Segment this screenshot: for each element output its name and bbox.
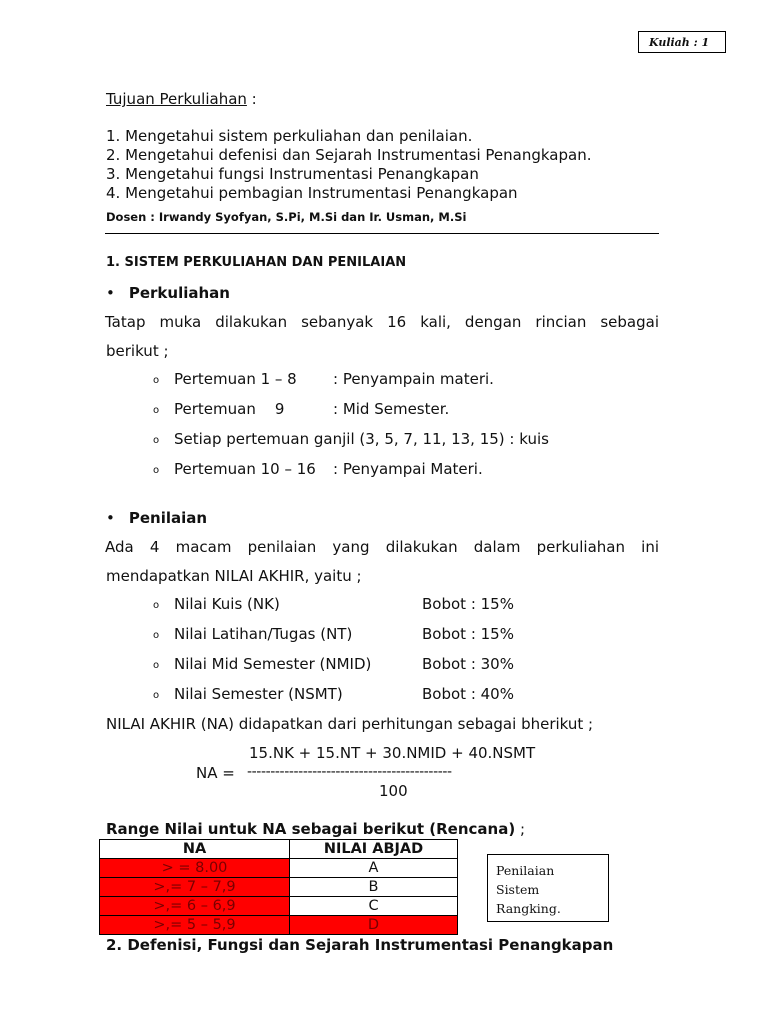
penilaian-paragraph-line2: mendapatkan NILAI AKHIR, yaitu ; <box>106 567 362 585</box>
meeting-item-left: Pertemuan 10 – 16 <box>174 460 316 478</box>
tujuan-colon: : <box>246 90 257 108</box>
table-row <box>100 859 458 878</box>
objective-item: 3. Mengetahui fungsi Instrumentasi Penangkapan <box>106 165 479 183</box>
ranking-note-box: Penilaian Sistem Rangking. <box>487 854 609 922</box>
section2-heading: 2. Defenisi, Fungsi dan Sejarah Instrumentasi Penangkapan <box>106 936 614 954</box>
grade-item-left: Nilai Latihan/Tugas (NT) <box>174 625 353 643</box>
objective-item: 1. Mengetahui sistem perkuliahan dan penilaian. <box>106 127 473 145</box>
penilaian-heading <box>106 509 207 527</box>
grade-item-right: Bobot : 30% <box>422 655 514 673</box>
na-description: NILAI AKHIR (NA) didapatkan dari perhitungan sebagai bherikut ; <box>106 715 594 733</box>
meeting-item-right: : Mid Semester. <box>333 400 450 418</box>
tujuan-heading <box>106 90 257 108</box>
circle-bullet-icon: o <box>153 405 160 416</box>
table-row <box>100 897 458 916</box>
formula-lhs: NA = <box>196 764 235 782</box>
table-cell: D <box>290 916 458 935</box>
circle-bullet-icon: o <box>153 660 160 671</box>
table-cell: C <box>290 897 458 916</box>
grade-item-right: Bobot : 15% <box>422 595 514 613</box>
circle-bullet-icon: o <box>153 435 160 446</box>
grade-item-left: Nilai Mid Semester (NMID) <box>174 655 372 673</box>
perkuliahan-title: Perkuliahan <box>128 284 230 302</box>
circle-bullet-icon: o <box>153 465 160 476</box>
range-heading <box>106 820 525 838</box>
range-table <box>99 839 458 935</box>
table-cell: >,= 6 – 6,9 <box>100 897 290 916</box>
grade-item-right: Bobot : 15% <box>422 625 514 643</box>
penilaian-paragraph-line1: Ada 4 macam penilaian yang dilakukan dalam perkuliahan ini <box>105 538 659 556</box>
column-header: NA <box>100 840 290 859</box>
table-row <box>100 916 458 935</box>
perkuliahan-paragraph-line2: berikut ; <box>106 342 169 360</box>
divider <box>105 233 659 234</box>
range-heading-tail: ; <box>515 820 526 838</box>
table-cell: > = 8.00 <box>100 859 290 878</box>
circle-bullet-icon: o <box>153 375 160 386</box>
grade-item-left: Nilai Kuis (NK) <box>174 595 280 613</box>
table-row <box>100 878 458 897</box>
tujuan-title: Tujuan Perkuliahan <box>106 90 247 108</box>
circle-bullet-icon: o <box>153 690 160 701</box>
grade-item-right: Bobot : 40% <box>422 685 514 703</box>
table-cell: >,= 5 – 5,9 <box>100 916 290 935</box>
meeting-item-left: Pertemuan 1 – 8 <box>174 370 297 388</box>
lecture-number-box: Kuliah : 1 <box>638 31 726 53</box>
objective-item: 4. Mengetahui pembagian Instrumentasi Penangkapan <box>106 184 518 202</box>
circle-bullet-icon: o <box>153 630 160 641</box>
section1-heading: 1. SISTEM PERKULIAHAN DAN PENILAIAN <box>106 255 407 270</box>
perkuliahan-paragraph-line1: Tatap muka dilakukan sebanyak 16 kali, dengan rincian sebagai <box>105 313 659 331</box>
meeting-item-left: Setiap pertemuan ganjil (3, 5, 7, 11, 13, 15) : kuis <box>174 430 549 448</box>
lecturer-line: Dosen : Irwandy Syofyan, S.Pi, M.Si dan Ir. Usman, M.Si <box>106 210 467 224</box>
meeting-item-right: : Penyampain materi. <box>333 370 494 388</box>
table-cell: B <box>290 878 458 897</box>
bullet: • <box>106 509 115 527</box>
formula-denominator: 100 <box>379 782 408 800</box>
penilaian-title: Penilaian <box>128 509 208 527</box>
bullet: • <box>106 284 115 302</box>
meeting-item-left: Pertemuan 9 <box>174 400 285 418</box>
formula-fraction-line: -------------------------------------------- <box>247 764 452 780</box>
table-header-row <box>100 840 458 859</box>
objective-item: 2. Mengetahui defenisi dan Sejarah Instrumentasi Penangkapan. <box>106 146 592 164</box>
table-cell: A <box>290 859 458 878</box>
table-cell: >,= 7 – 7,9 <box>100 878 290 897</box>
perkuliahan-heading <box>106 284 230 302</box>
range-heading-title: Range Nilai untuk NA sebagai berikut (Rencana) <box>106 820 516 838</box>
circle-bullet-icon: o <box>153 600 160 611</box>
column-header: NILAI ABJAD <box>290 840 458 859</box>
meeting-item-right: : Penyampai Materi. <box>333 460 483 478</box>
formula-numerator: 15.NK + 15.NT + 30.NMID + 40.NSMT <box>249 744 536 762</box>
grade-item-left: Nilai Semester (NSMT) <box>174 685 343 703</box>
